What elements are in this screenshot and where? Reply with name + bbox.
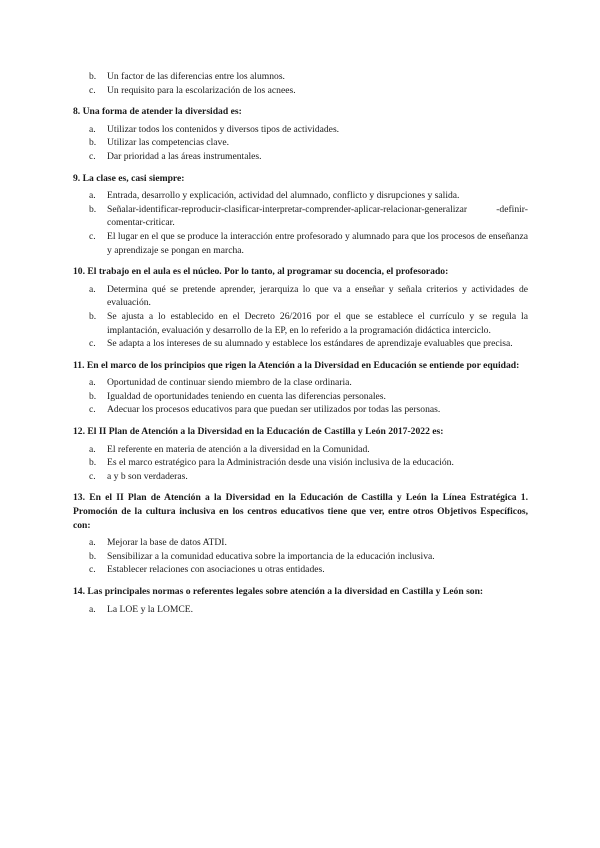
question-9-options bbox=[73, 189, 528, 257]
question-14-title: 14. Las principales normas o referentes legales sobre atención a la diversidad en Castilla y León son: bbox=[73, 586, 484, 597]
question-10-title: 10. El trabajo en el aula es el núcleo. Por lo tanto, al programar su docencia, el profesorado: bbox=[73, 266, 449, 278]
option-letter: b. bbox=[89, 390, 97, 402]
option-letter: c. bbox=[89, 564, 96, 576]
option-text: Entrada, desarrollo y explicación, actividad del alumnado, conflicto y disrupciones y salida. bbox=[107, 190, 460, 202]
option-text: Un requisito para la escolarización de los acnees. bbox=[107, 84, 296, 96]
question-10-options bbox=[73, 283, 528, 351]
option-item bbox=[73, 550, 528, 564]
option-letter: c. bbox=[89, 84, 96, 96]
option-letter: a. bbox=[89, 443, 96, 455]
option-text: Señalar-identificar-reproducir-clasificar-interpretar-comprender-aplicar-relacionar-generalizar -definir-comentar-criticar. bbox=[107, 203, 528, 229]
option-text: El referente en materia de atención a la diversidad en la Comunidad. bbox=[107, 443, 370, 455]
option-letter: a. bbox=[89, 123, 96, 135]
question-9-title: 9. La clase es, casi siempre: bbox=[73, 172, 185, 184]
option-letter: b. bbox=[89, 203, 97, 215]
option-text: Es el marco estratégico para la Administración desde una visión inclusiva de la educación. bbox=[107, 457, 454, 469]
option-item bbox=[73, 536, 528, 550]
option-text: Establecer relaciones con asociaciones u otras entidades. bbox=[107, 564, 325, 576]
option-letter: b. bbox=[89, 550, 97, 562]
option-item bbox=[73, 390, 528, 404]
option-text: Adecuar los procesos educativos para que puedan ser utilizados por todas las personas. bbox=[107, 404, 441, 416]
option-text: Mejorar la base de datos ATDI. bbox=[107, 537, 227, 549]
question-12-title: 12. El II Plan de Atención a la Diversidad en la Educación de Castilla y León 2017-2022 es: bbox=[73, 426, 444, 438]
option-text: Utilizar todos los contenidos y diversos tipos de actividades. bbox=[107, 123, 340, 135]
option-item bbox=[73, 203, 528, 230]
option-letter: a. bbox=[89, 377, 96, 389]
option-letter: a. bbox=[89, 537, 96, 549]
option-item bbox=[73, 603, 528, 617]
option-text: Determina qué se pretende aprender, jerarquiza lo que va a enseñar y señala criterios y actividades de evaluación. bbox=[107, 283, 528, 309]
option-letter: c. bbox=[89, 470, 96, 482]
option-item bbox=[73, 403, 528, 417]
option-item bbox=[73, 283, 528, 310]
question-14-options bbox=[73, 603, 528, 617]
option-text: Se ajusta a lo establecido en el Decreto 26/2016 por el que se establece el currículo y se regula la implantación, evaluación y desarrollo de la EP, en lo referido a la programación didáctica interciclo. bbox=[107, 310, 528, 336]
option-item bbox=[73, 470, 528, 484]
option-letter: b. bbox=[89, 137, 97, 149]
option-text: Se adapta a los intereses de su alumnado y establece los estándares de aprendizaje evaluables que precisa. bbox=[107, 338, 513, 350]
question-13-title: 13. En el II Plan de Atención a la Diversidad en la Educación de Castilla y León la Línea Estratégica 1. Promoción de la cultura inclusiva en los centros educativos tiene que ver, entre otros Objetivos Específicos, con: bbox=[73, 492, 528, 531]
option-item bbox=[73, 563, 528, 577]
option-item bbox=[73, 456, 528, 470]
continued-options bbox=[73, 70, 528, 97]
option-letter: a. bbox=[89, 190, 96, 202]
option-item bbox=[73, 123, 528, 137]
option-item bbox=[73, 230, 528, 257]
option-text: Igualdad de oportunidades teniendo en cuenta las diferencias personales. bbox=[107, 390, 386, 402]
option-item bbox=[73, 136, 528, 150]
option-text: Utilizar las competencias clave. bbox=[107, 137, 229, 149]
option-letter: a. bbox=[89, 283, 96, 295]
question-11-title: 11. En el marco de los principios que rigen la Atención a la Diversidad en Educación se entiende por equidad: bbox=[73, 359, 520, 371]
document-body bbox=[73, 70, 528, 624]
option-item bbox=[73, 84, 528, 98]
question-8-options bbox=[73, 123, 528, 164]
option-item bbox=[73, 189, 528, 203]
option-letter: b. bbox=[89, 310, 97, 322]
option-letter: c. bbox=[89, 230, 96, 242]
option-text: La LOE y la LOMCE. bbox=[107, 603, 194, 615]
question-8-title: 8. Una forma de atender la diversidad es: bbox=[73, 106, 242, 118]
option-letter: c. bbox=[89, 150, 96, 162]
question-12-options bbox=[73, 443, 528, 484]
option-item bbox=[73, 150, 528, 164]
option-item bbox=[73, 310, 528, 337]
option-letter: a. bbox=[89, 603, 96, 615]
option-item bbox=[73, 376, 528, 390]
option-letter: c. bbox=[89, 404, 96, 416]
option-text: Sensibilizar a la comunidad educativa sobre la importancia de la educación inclusiva. bbox=[107, 550, 435, 562]
option-letter: b. bbox=[89, 71, 97, 82]
option-text: Oportunidad de continuar siendo miembro de la clase ordinaria. bbox=[107, 377, 352, 389]
option-text: Un factor de las diferencias entre los alumnos. bbox=[107, 71, 285, 82]
option-item bbox=[73, 70, 528, 84]
option-text: El lugar en el que se produce la interacción entre profesorado y alumnado para que los procesos de enseñanza y aprendizaje se pongan en marcha. bbox=[107, 230, 528, 256]
question-13-options bbox=[73, 536, 528, 577]
question-11-options bbox=[73, 376, 528, 417]
option-letter: b. bbox=[89, 457, 97, 469]
option-item bbox=[73, 337, 528, 351]
option-text: Dar prioridad a las áreas instrumentales. bbox=[107, 150, 262, 162]
option-letter: c. bbox=[89, 338, 96, 350]
option-item bbox=[73, 443, 528, 457]
option-text: a y b son verdaderas. bbox=[107, 470, 188, 482]
